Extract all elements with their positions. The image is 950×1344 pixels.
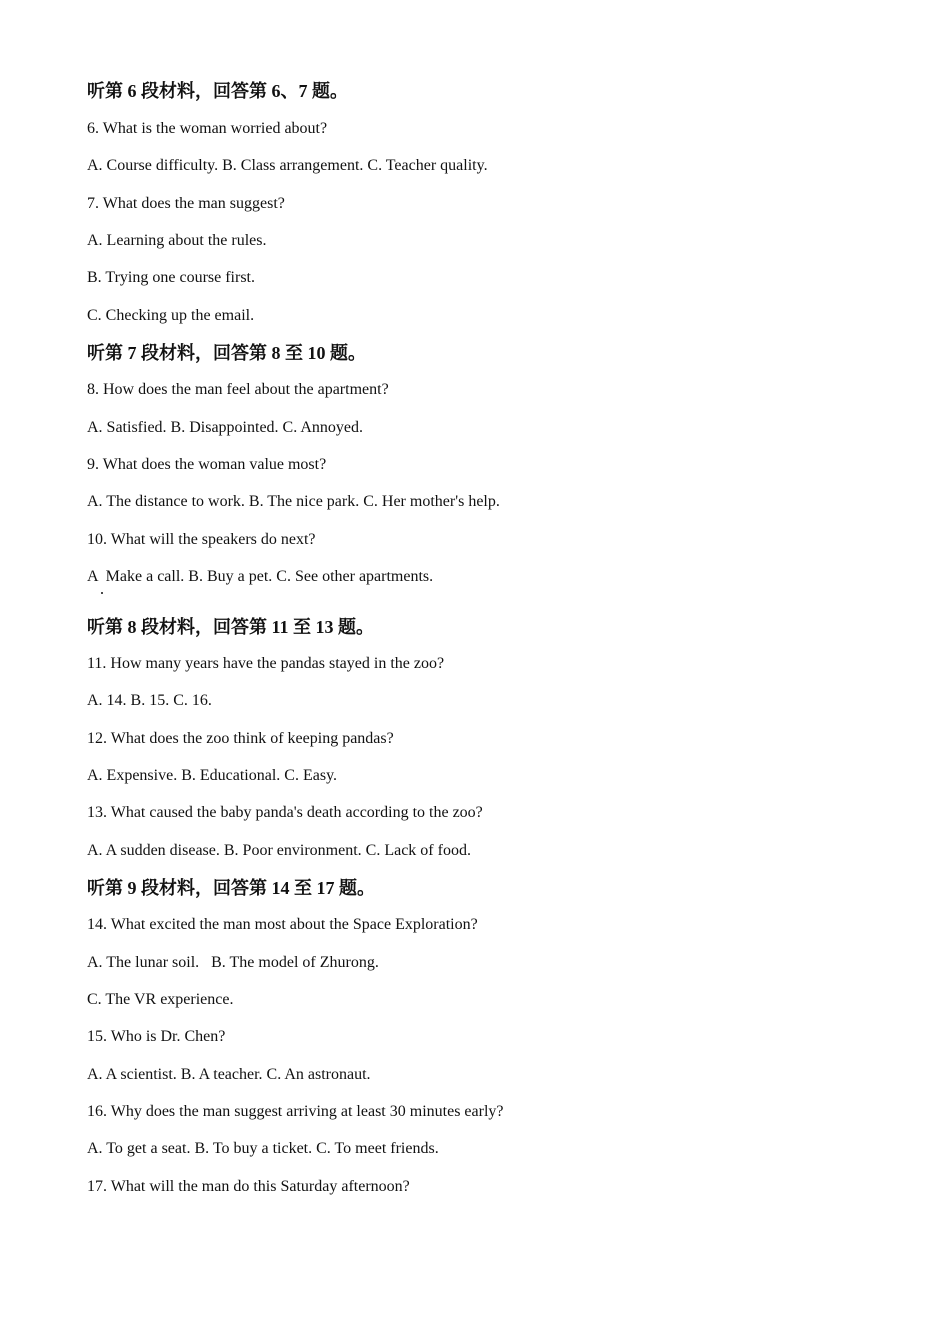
options-15: A. A scientist. B. A teacher. C. An astronaut. [87,1066,371,1083]
section-heading-6: 听第 6 段材料，回答第 6、7 题。 [87,81,348,101]
question-9: 9. What does the woman value most? [87,456,327,473]
question-7: 7. What does the man suggest? [87,195,285,212]
option-7c: C. Checking up the email. [87,307,255,324]
options-12: A. Expensive. B. Educational. C. Easy. [87,767,338,784]
options-16: A. To get a seat. B. To buy a ticket. C. To meet friends. [87,1140,439,1157]
section-heading-8: 听第 8 段材料，回答第 11 至 13 题。 [87,617,375,637]
question-16: 16. Why does the man suggest arriving at least 30 minutes early? [87,1103,504,1120]
option-14c: C. The VR experience. [87,991,234,1008]
question-11: 11. How many years have the pandas stayed in the zoo? [87,655,445,672]
question-17: 17. What will the man do this Saturday afternoon? [87,1178,410,1195]
question-13: 13. What caused the baby panda's death according to the zoo? [87,804,483,821]
options-14-ab: A. The lunar soil. B. The model of Zhurong. [87,954,379,971]
question-12: 12. What does the zoo think of keeping pandas? [87,730,394,747]
options-9: A. The distance to work. B. The nice park. C. Her mother's help. [87,493,500,510]
section-heading-7: 听第 7 段材料，回答第 8 至 10 题。 [87,343,366,363]
question-14: 14. What excited the man most about the Space Exploration? [87,916,478,933]
question-8: 8. How does the man feel about the apartment? [87,381,389,398]
stray-dot-mark [101,592,103,594]
options-10: A Make a call. B. Buy a pet. C. See other apartments. [87,568,434,585]
options-6: A. Course difficulty. B. Class arrangement. C. Teacher quality. [87,157,488,174]
question-15: 15. Who is Dr. Chen? [87,1028,226,1045]
options-11: A. 14. B. 15. C. 16. [87,692,212,709]
question-6: 6. What is the woman worried about? [87,120,328,137]
option-7a: A. Learning about the rules. [87,232,267,249]
question-10: 10. What will the speakers do next? [87,531,316,548]
section-heading-9: 听第 9 段材料，回答第 14 至 17 题。 [87,878,375,898]
options-8: A. Satisfied. B. Disappointed. C. Annoyed. [87,419,363,436]
options-13: A. A sudden disease. B. Poor environment. C. Lack of food. [87,842,471,859]
option-7b: B. Trying one course first. [87,269,255,286]
